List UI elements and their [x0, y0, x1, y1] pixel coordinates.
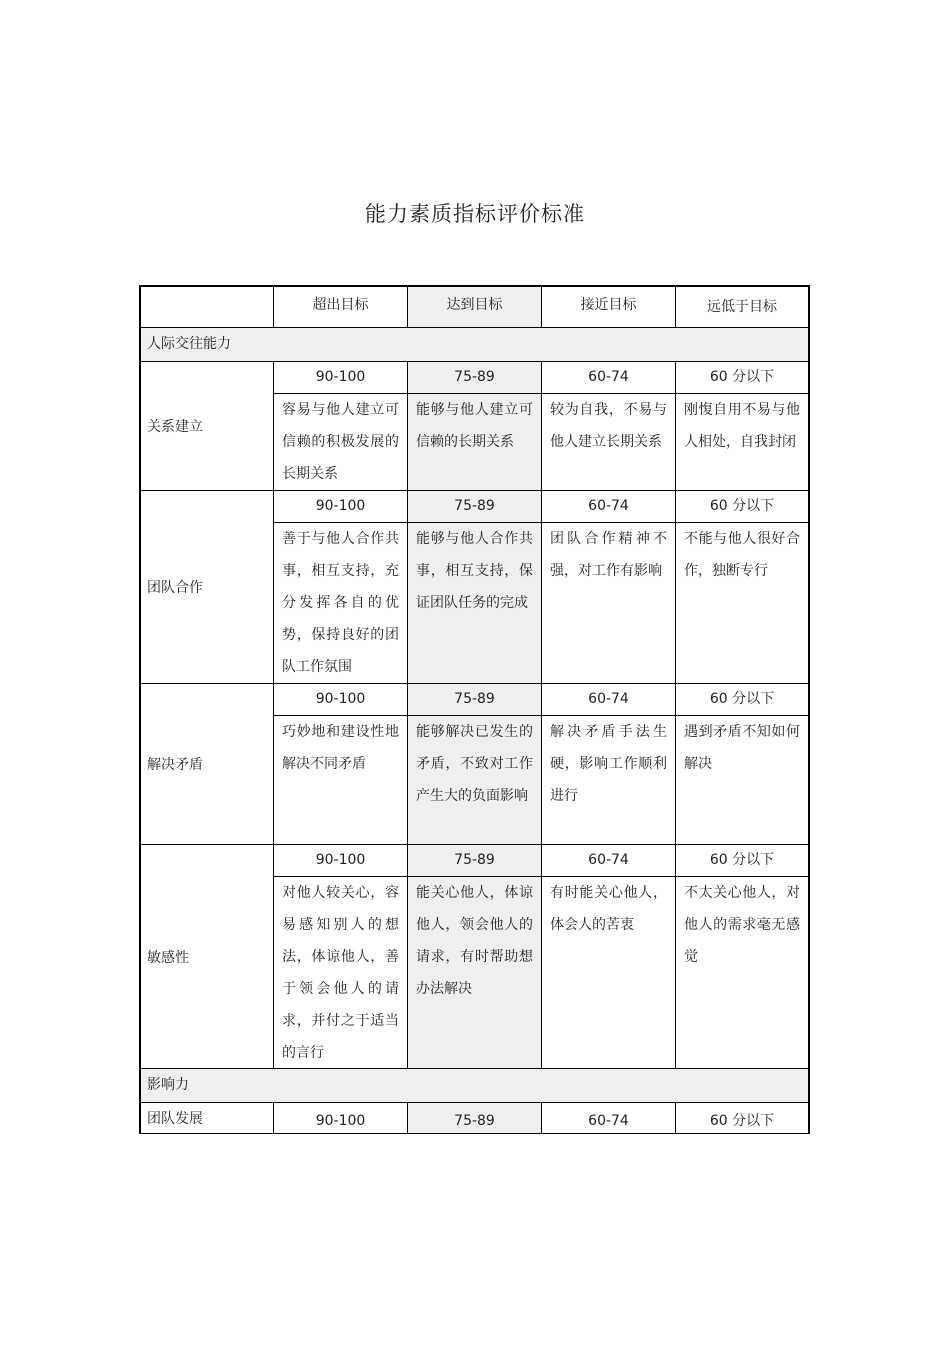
desc-cell: 善于与他人合作共事，相互支持，充分发挥各自的优势，保持良好的团队工作氛围 [282, 531, 399, 675]
header-exceed: 超出目标 [312, 297, 369, 313]
score-cell: 75-89 [454, 498, 495, 514]
score-cell: 60-74 [588, 498, 629, 514]
desc-cell: 不太关心他人，对他人的需求毫无感觉 [684, 885, 800, 965]
desc-cell: 解决矛盾手法生硬，影响工作顺利进行 [550, 724, 667, 804]
desc-cell: 容易与他人建立可信赖的积极发展的长期关系 [282, 402, 399, 482]
desc-cell: 团队合作精神不强，对工作有影响 [550, 531, 667, 579]
desc-cell: 较为自我，不易与他人建立长期关系 [550, 402, 667, 450]
header-meet: 达到目标 [446, 297, 503, 313]
desc-cell: 能关心他人，体谅他人，领会他人的请求，有时帮助想办法解决 [416, 885, 533, 997]
score-cell: 60-74 [588, 852, 629, 868]
score-cell: 90-100 [315, 852, 366, 868]
score-cell: 60 分以下 [709, 852, 775, 868]
score-cell: 60-74 [588, 369, 629, 385]
desc-cell: 能够与他人建立可信赖的长期关系 [416, 402, 533, 450]
score-cell: 90-100 [315, 498, 366, 514]
header-far-below: 远低于目标 [707, 299, 777, 315]
desc-cell: 遇到矛盾不知如何解决 [684, 724, 800, 772]
border-bottom [139, 1133, 810, 1134]
score-cell: 75-89 [454, 691, 495, 707]
score-cell: 60 分以下 [709, 498, 775, 514]
score-cell: 75-89 [454, 369, 495, 385]
desc-cell: 刚愎自用不易与他人相处，自我封闭 [684, 402, 800, 450]
desc-cell: 对他人较关心，容易感知别人的想法，体谅他人，善于领会他人的请求，并付之于适当的言行 [282, 885, 399, 1061]
score-cell: 60 分以下 [709, 369, 775, 385]
score-cell: 60-74 [588, 691, 629, 707]
desc-cell: 巧妙地和建设性地解决不同矛盾 [282, 724, 399, 772]
row-label: 解决矛盾 [147, 757, 203, 773]
section-heading: 影响力 [147, 1077, 189, 1093]
score-cell: 60 分以下 [709, 691, 775, 707]
score-cell: 60 分以下 [709, 1113, 775, 1129]
row-label: 关系建立 [147, 419, 203, 435]
page-title: 能力素质指标评价标准 [365, 202, 585, 226]
score-cell: 75-89 [454, 852, 495, 868]
score-cell: 75-89 [454, 1113, 495, 1129]
desc-cell: 不能与他人很好合作，独断专行 [684, 531, 800, 579]
section-heading: 人际交往能力 [147, 336, 231, 352]
score-cell: 90-100 [315, 369, 366, 385]
desc-cell: 有时能关心他人，体会人的苦衷 [550, 885, 667, 933]
evaluation-table [139, 285, 810, 1134]
desc-cell: 能够解决已发生的矛盾，不致对工作产生大的负面影响 [416, 724, 533, 804]
row-label: 敏感性 [147, 949, 189, 966]
score-cell: 90-100 [315, 691, 366, 707]
row-label: 团队发展 [147, 1111, 203, 1127]
row-label: 团队合作 [147, 580, 203, 596]
score-cell: 90-100 [315, 1113, 366, 1129]
desc-cell: 能够与他人合作共事，相互支持，保证团队任务的完成 [416, 531, 533, 611]
border-right [808, 285, 810, 1134]
header-near: 接近目标 [580, 297, 637, 313]
score-cell: 60-74 [588, 1113, 629, 1129]
